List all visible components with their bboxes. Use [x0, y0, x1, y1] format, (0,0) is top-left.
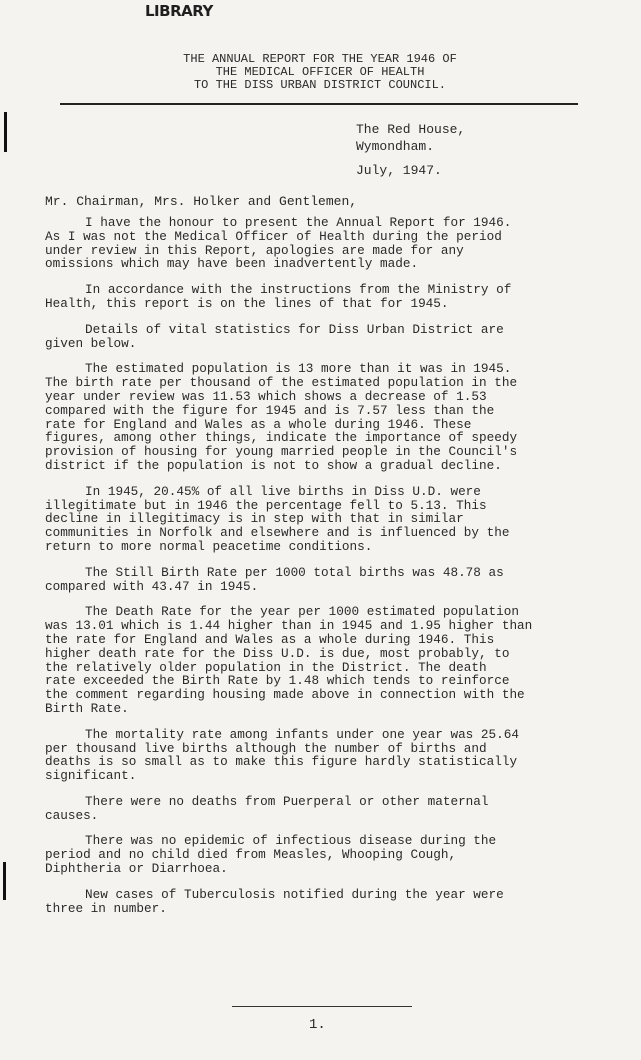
paragraph-line: rate for England and Wales as a whole during 1946. These	[45, 416, 472, 432]
report-paragraph	[45, 323, 585, 351]
report-body	[45, 216, 585, 927]
paragraph-line: was 13.01 which is 1.44 higher than in 1945 and 1.95 higher than	[45, 618, 533, 634]
heading-rule	[60, 103, 578, 105]
paragraph-line: significant.	[45, 768, 137, 784]
paragraph-line: In 1945, 20.45% of all live births in Diss U.D. were	[85, 483, 481, 499]
report-paragraph	[45, 216, 585, 271]
paragraph-line: As I was not the Medical Officer of Health during the period	[45, 228, 502, 244]
report-paragraph	[45, 834, 585, 875]
paragraph-line: decline in illegitimacy is in step with that in similar	[45, 511, 464, 527]
address-line: The Red House,	[356, 122, 466, 137]
paragraph-line: year under review was 11.53 which shows a decrease of 1.53	[45, 388, 487, 404]
heading-line: THE ANNUAL REPORT FOR THE YEAR 1946 OF	[183, 52, 457, 66]
paragraph-line: higher death rate for the Diss U.D. is due, most probably, to	[45, 645, 510, 661]
paragraph-line: per thousand live births although the number of births and	[45, 740, 487, 756]
paragraph-line: return to more normal peacetime conditions.	[45, 538, 373, 554]
report-paragraph	[45, 888, 585, 916]
paragraph-line: district if the population is not to show a gradual decline.	[45, 457, 502, 473]
paragraph-line: period and no child died from Measles, Whooping Cough,	[45, 847, 457, 863]
page-number: 1.	[309, 1017, 326, 1033]
paragraph-line: compared with 43.47 in 1945.	[45, 578, 259, 594]
paragraph-line: under review in this Report, apologies are made for any	[45, 242, 464, 258]
paragraph-line: the relatively older population in the District. The death	[45, 659, 487, 675]
report-paragraph	[45, 728, 585, 783]
paragraph-line: causes.	[45, 807, 99, 823]
paragraph-line: communities in Norfolk and elsewhere and is influenced by the	[45, 525, 510, 541]
paragraph-line: The estimated population is 13 more than it was in 1945.	[85, 361, 512, 377]
paragraph-line: the comment regarding housing made above in connection with the	[45, 687, 525, 703]
paragraph-line: compared with the figure for 1945 and is 7.57 less than the	[45, 402, 495, 418]
report-paragraph	[45, 362, 585, 472]
paragraph-line: The Death Rate for the year per 1000 estimated population	[85, 604, 519, 620]
sender-address	[356, 121, 465, 155]
report-paragraph	[45, 485, 585, 554]
heading-line: THE MEDICAL OFFICER OF HEALTH	[215, 65, 425, 79]
library-stamp: LIBRARY	[145, 2, 213, 20]
paragraph-line: three in number.	[45, 900, 167, 916]
paragraph-line: deaths is so small as to make this figure hardly statistically	[45, 754, 518, 770]
paragraph-line: given below.	[45, 335, 137, 351]
paragraph-line: I have the honour to present the Annual Report for 1946.	[85, 215, 512, 230]
paragraph-line: The birth rate per thousand of the estimated population in the	[45, 375, 518, 391]
footer-rule	[232, 1006, 412, 1007]
paragraph-line: figures, among other things, indicate the importance of speedy	[45, 430, 518, 446]
letter-date: July, 1947.	[356, 163, 442, 178]
paragraph-line: Birth Rate.	[45, 700, 129, 716]
paragraph-line: The Still Birth Rate per 1000 total births was 48.78 as	[85, 564, 504, 580]
paragraph-line: New cases of Tuberculosis notified during the year were	[85, 886, 504, 902]
address-line: Wymondham.	[356, 139, 435, 154]
report-paragraph	[45, 566, 585, 594]
heading-line: TO THE DISS URBAN DISTRICT COUNCIL.	[193, 78, 447, 92]
paragraph-line: There was no epidemic of infectious disease during the	[85, 833, 497, 849]
paragraph-line: The mortality rate among infants under one year was 25.64	[85, 726, 519, 742]
report-heading	[120, 53, 520, 92]
salutation: Mr. Chairman, Mrs. Holker and Gentlemen,	[45, 194, 358, 209]
paragraph-line: There were no deaths from Puerperal or other maternal	[85, 793, 489, 809]
paragraph-line: Diphtheria or Diarrhoea.	[45, 861, 228, 877]
paragraph-line: In accordance with the instructions from the Ministry of	[85, 282, 512, 298]
paragraph-line: omissions which may have been inadvertently made.	[45, 256, 419, 272]
margin-mark	[3, 862, 6, 900]
margin-mark	[4, 112, 7, 152]
paragraph-line: Details of vital statistics for Diss Urban District are	[85, 321, 504, 337]
report-paragraph	[45, 283, 585, 311]
paragraph-line: the rate for England and Wales as a whole during 1946. This	[45, 631, 495, 647]
paragraph-line: rate exceeded the Birth Rate by 1.48 which tends to reinforce	[45, 673, 510, 689]
paragraph-line: Health, this report is on the lines of that for 1945.	[45, 295, 449, 311]
report-paragraph	[45, 605, 585, 715]
paragraph-line: provision of housing for young married people in the Council's	[45, 444, 518, 460]
report-paragraph	[45, 795, 585, 823]
paragraph-line: illegitimate but in 1946 the percentage fell to 5.13. This	[45, 497, 487, 513]
